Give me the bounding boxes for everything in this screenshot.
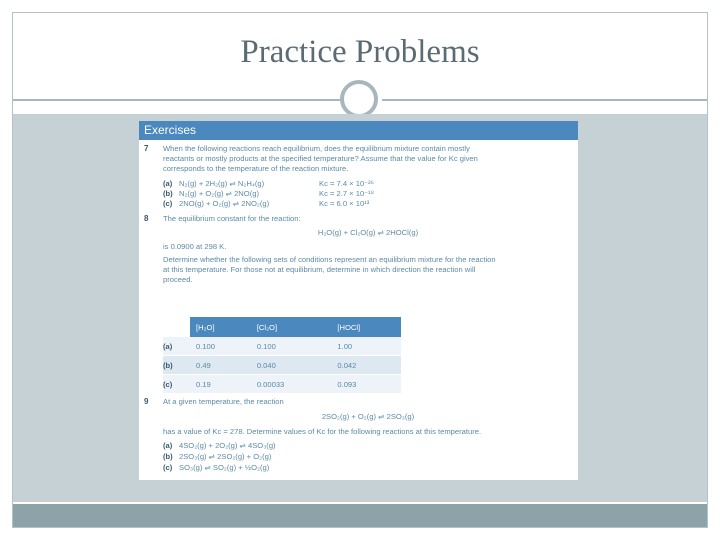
q9-line2: has a value of Kc = 278. Determine values of Kc for the following reactions at this temperature.: [163, 427, 482, 436]
q8-table-header-hocl: [HOCl]: [331, 317, 401, 337]
q8-table: [163, 317, 401, 394]
table-cell: 0.042: [331, 356, 401, 375]
q8-line2: is 0.0900 at 298 K.: [163, 242, 227, 251]
q7-part-a-reaction: N₂(g) + 2H₂(g) ⇌ N₂H₄(g): [179, 179, 265, 188]
q7-number: 7: [144, 144, 149, 153]
table-cell: 1.00: [331, 337, 401, 356]
table-row: [163, 375, 401, 394]
q8-line5: proceed.: [163, 275, 193, 284]
footer-bar: [13, 504, 707, 527]
q9-line1: At a given temperature, the reaction: [163, 397, 284, 406]
table-row: [163, 337, 401, 356]
table-cell: 0.19: [190, 375, 251, 394]
table-cell: 0.100: [251, 337, 332, 356]
q7-line2: reactants or mostly products at the specified temperature? Assume that the value for Kc given: [163, 154, 478, 163]
q8-table-corner: [163, 317, 190, 337]
q9-part-c-label: (c): [163, 463, 173, 472]
q9-part-c-reaction: SO₃(g) ⇌ SO₂(g) + ½O₂(g): [179, 463, 270, 472]
exercise-header: Exercises: [139, 121, 578, 140]
q7-part-a-label: (a): [163, 179, 173, 188]
title-divider-right: [382, 99, 707, 101]
q7-part-c-k: Kc = 6.0 × 10¹³: [319, 199, 370, 208]
exercise-image: [139, 121, 578, 480]
table-cell: 0.00033: [251, 375, 332, 394]
q9-part-b-label: (b): [163, 452, 173, 461]
q7-part-b-reaction: N₂(g) + O₂(g) ⇌ 2NO(g): [179, 189, 259, 198]
q8-line4: at this temperature. For those not at equilibrium, determine in which direction the reaction will: [163, 265, 476, 274]
q8-line1: The equilibrium constant for the reaction:: [163, 214, 301, 223]
table-cell: 0.100: [190, 337, 251, 356]
title-divider-left: [13, 99, 340, 101]
q9-equation: 2SO₂(g) + O₂(g) ⇌ 2SO₃(g): [321, 412, 415, 421]
slide-title: Practice Problems: [240, 34, 480, 70]
table-row: [163, 356, 401, 375]
q7-part-c-label: (c): [163, 199, 173, 208]
q8-table-header-cl2o: [Cl₂O]: [251, 317, 332, 337]
title-divider-circle-icon: [340, 80, 378, 118]
q8-number: 8: [144, 214, 149, 223]
q9-part-a-label: (a): [163, 441, 173, 450]
q8-line3: Determine whether the following sets of conditions represent an equilibrium mixture for the reaction: [163, 255, 496, 264]
q7-part-c-reaction: 2NO(g) + O₂(g) ⇌ 2NO₂(g): [179, 199, 270, 208]
row-label: (b): [163, 356, 190, 375]
q7-line3: corresponds to the temperature of the reaction mixture.: [163, 164, 349, 173]
table-cell: 0.49: [190, 356, 251, 375]
table-cell: 0.040: [251, 356, 332, 375]
q7-part-b-label: (b): [163, 189, 173, 198]
q7-part-a-k: Kc = 7.4 × 10⁻²⁶: [319, 179, 374, 188]
q8-equation: H₂O(g) + Cl₂O(g) ⇌ 2HOCl(g): [317, 228, 419, 237]
q9-part-b-reaction: 2SO₃(g) ⇌ 2SO₂(g) + O₂(g): [179, 452, 272, 461]
row-label: (a): [163, 337, 190, 356]
q9-part-a-reaction: 4SO₂(g) + 2O₂(g) ⇌ 4SO₃(g): [179, 441, 276, 450]
q7-line1: When the following reactions reach equilibrium, does the equilibrium mixture contain mostly: [163, 144, 470, 153]
q8-table-header-h2o: [H₂O]: [190, 317, 251, 337]
q9-number: 9: [144, 397, 149, 406]
row-label: (c): [163, 375, 190, 394]
q7-part-b-k: Kc = 2.7 × 10⁻¹⁸: [319, 189, 374, 198]
table-cell: 0.093: [331, 375, 401, 394]
